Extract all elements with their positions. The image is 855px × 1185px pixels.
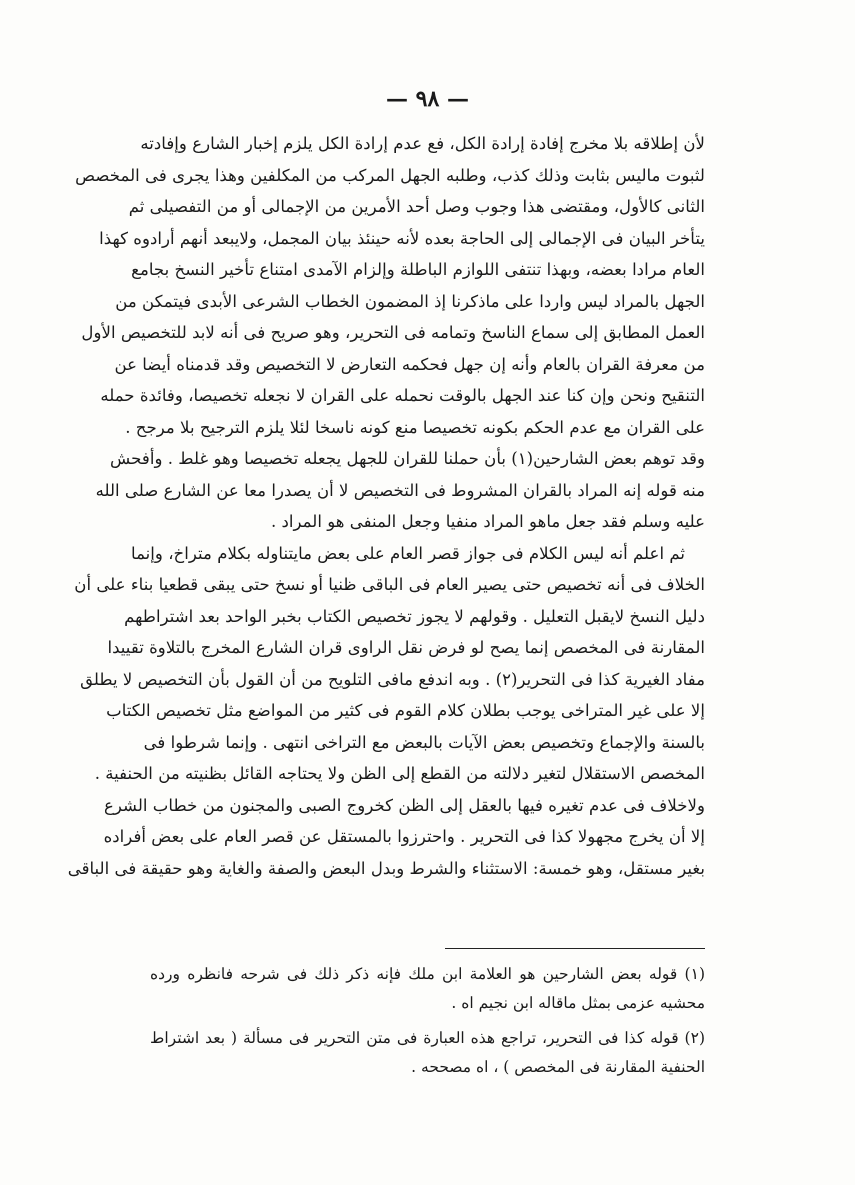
footnote-line: محشيه عزمى بمثل ماقاله ابن نجيم اه . [451, 994, 705, 1012]
text-line: على القران مع عدم الحكم بكونه تخصيصا منع كونه ناسخا لئلا يلزم الترجيح بلا مرجح . [125, 417, 705, 437]
text-line: إلا أن يخرج مجهولا كذا فى التحرير . واحترزوا بالمستقل عن قصر العام على بعض أفراده [103, 827, 705, 846]
footnotes [150, 960, 705, 1082]
text-line: الخلاف فى أنه تخصيص حتى يصير العام فى الباقى ظنيا أو نسخ حتى يبقى قطعيا بناء على أن [74, 575, 705, 594]
text-line: لثبوت ماليس بثابت وذلك كذب، وطلبه الجهل المركب من المكلفين وهذا يجرى فى المخصص [75, 165, 705, 185]
main-text [67, 128, 705, 884]
text-line: لأن إطلاقه بلا مخرج إفادة إرادة الكل، فع عدم إرادة الكل يلزم إخبار الشارع وإفادته [140, 134, 705, 153]
text-line: المخصص الاستقلال لتغير دلالته من القطع إلى الظن ولا يحتاجه القائل بظنيته من الحنفية . [94, 764, 705, 783]
text-line: عليه وسلم فقد جعل ماهو المراد منفيا وجعل المنفى هو المراد . [270, 512, 705, 531]
text-line: المقارنة فى المخصص إنما يصح لو فرض نقل الراوى قران الشارع المخرج بالتلاوة تقييدا [107, 638, 705, 657]
text-line: بالسنة والإجماع وتخصيص بعض الآيات بالبعض مع التراخى انتهى . وإنما شرطوا فى [143, 732, 705, 752]
text-line: وقد توهم بعض الشارحين(١) بأن حملنا للقران للجهل يجعله تخصيصا وهو غلط . وأفحش [110, 449, 705, 468]
text-line: مفاد الغيرية كذا فى التحرير(٢) . وبه اندفع مافى التلويح من أن القول بأن التخصيص لا يطلق [80, 669, 705, 689]
text-line: الجهل بالمراد ليس واردا على ماذكرنا إذ المضمون الخطاب الشرعى الأبدى فيتمكن من [115, 291, 705, 311]
text-line: العمل المطابق إلى سماع الناسخ وتمامه فى التحرير، وهو صريح فى أنه لابد للتخصيص الأول [81, 323, 705, 342]
text-line: يتأخر البيان فى الإجمالى إلى الحاجة بعده لأنه حينئذ بيان المجمل، ولايبعد أنهم أرادوه كهذا [99, 228, 705, 248]
text-line: الثانى كالأول، ومقتضى هذا وجوب وصل أحد الأمرين من الإجمالى أو من التفصيلى ثم [128, 197, 705, 216]
footnote-line: الحنفية المقارنة فى المخصص ) ، اه مصححه . [411, 1058, 705, 1076]
footnote-divider [445, 948, 705, 949]
text-line: العام مرادا بعضه، وبهذا تنتفى اللوازم الباطلة وإلزام الآمدى امتناع تأخير النسخ بجامع [131, 260, 705, 279]
text-line: بغير مستقل، وهو خمسة: الاستثناء والشرط وبدل البعض والصفة والغاية وهو حقيقة فى الباقى [67, 858, 705, 878]
text-line: إلا على غير المتراخى يوجب بطلان كلام القوم فى كثير من المواضع مثل تخصيص الكتاب [106, 701, 705, 720]
text-line: ثم اعلم أنه ليس الكلام فى جواز قصر العام على بعض مايتناوله بكلام متراخ، وإنما [131, 543, 685, 563]
text-line: دليل النسخ لايقبل التعليل . وقولهم لا يجوز تخصيص الكتاب بخبر الواحد بعد اشتراطهم [124, 606, 705, 626]
text-line: من معرفة القران بالعام وأنه إن جهل فحكمه التعارض لا التخصيص وقد قدمناه أيضا عن [114, 354, 705, 374]
text-line: منه قوله إنه المراد بالقران المشروط فى التخصيص لا أن يصدرا معا عن الشارع صلى الله [95, 480, 705, 500]
footnote-line: (٢) قوله كذا فى التحرير، تراجع هذه العبارة فى متن التحرير فى مسألة ( بعد اشتراط [150, 1029, 705, 1047]
text-line: التنقيح ونحن وإن كنا عند الجهل بالوقت نحمله على القران لا نجعله تخصيصا، وفائدة حمله [100, 386, 705, 405]
footnote-line: (١) قوله بعض الشارحين هو العلامة ابن ملك فإنه ذكر ذلك فى شرحه فانظره ورده [150, 965, 705, 983]
text-line: ولاخلاف فى عدم تغيره فيها بالعقل إلى الظن كخروج الصبى والمجنون من خطاب الشرع [103, 795, 705, 815]
page-number: — ۹۸ — [386, 86, 469, 112]
